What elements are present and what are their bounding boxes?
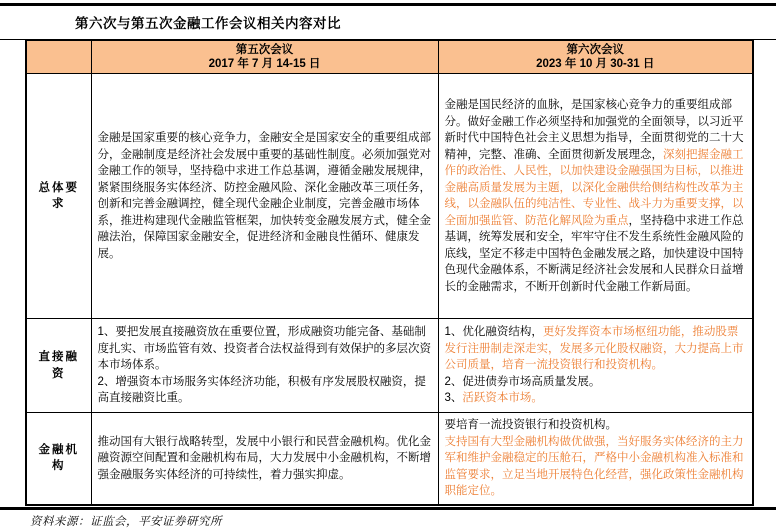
- header-sixth-title: 第六次会议: [566, 44, 624, 56]
- fifth-institutions-text: 推动国有大银行战略转型，发展中小银行和民营金融机构。优化金融资源空间配置和金融机构布局，大力发展中小金融机构，不断增强金融服务实体经济的可持续性，着力强实抑虚。: [97, 435, 431, 481]
- fifth-direct-item2: 2、增强资本市场服务实体经济功能，积极有序发展股权融资，提高直接融资比重。: [97, 375, 426, 405]
- cell-fifth-overall: [91, 74, 438, 319]
- fifth-overall-text: 金融是国家重要的核心竞争力，金融安全是国家安全的重要组成部分，金融制度是经济社会发展中重要的基础性制度。必须加强党对金融工作的领导，坚持稳中求进工作总基调，遵循金融发展规律，紧紧围绕服务实体经济、防控金融风险、深化金融改革三项任务，创新和完善金融调控，健全现代金融企业制度，完善金融市场体系，推进构建现代金融监管框架，加快转变金融发展方式，健全金融法治，保障国家金融安全，促进经济和金融良性循环、健康发展。: [97, 132, 431, 260]
- cell-sixth-direct-financing: [438, 319, 753, 413]
- sixth-direct-item1-highlight: 更好发挥资本市场枢纽功能，推动股票发行注册制走深走实，发展多元化股权融资，大力提高上市公司质量，培育一流投资银行和投资机构。: [444, 326, 744, 372]
- sixth-institutions-line1: 要培育一流投资银行和投资机构。: [444, 419, 617, 431]
- table-header-row: [26, 40, 753, 74]
- cell-fifth-institutions: [91, 413, 438, 505]
- header-sixth-date: 2023 年 10 月 30-31 日: [536, 58, 655, 70]
- header-sixth-meeting: [438, 40, 753, 74]
- sixth-direct-item3-highlight: 活跃资本市场。: [462, 392, 543, 405]
- table-row-overall-requirements: [26, 74, 753, 319]
- figure-title: 第六次与第五次金融工作会议相关内容对比: [75, 16, 341, 31]
- table-row-direct-financing: [26, 319, 753, 413]
- table-row-financial-institutions: [26, 413, 753, 505]
- sixth-overall-seg3: ，坚持稳中求进工作总基调，统筹发展和安全，牢牢守住不发生系统性金融风险的底线，坚定不移走中国特色金融发展之路，加快建设中国特色现代金融体系，不断满足经济社会发展和人民群众日益增长的金融需求，不断开创新时代金融工作新局面。: [444, 214, 744, 293]
- row-label-direct-financing: 直接融资: [26, 319, 91, 413]
- row-label-overall-requirements: 总体要求: [26, 74, 91, 319]
- cell-sixth-overall: [438, 74, 753, 319]
- sixth-overall-seg1: 金融是国民经济的血脉，是国家核心竞争力的重要组成部分。做好金融工作必须坚持和加强党的全面领导，以习近平新时代中国特色社会主义思想为指导，全面贯彻党的二十大精神，完整、准确、全面贯彻新发展理念，: [444, 99, 744, 161]
- figure-title-bar: [0, 3, 776, 40]
- sixth-direct-item1: [445, 324, 747, 374]
- row-label-financial-institutions: 金融机构: [26, 413, 91, 505]
- sixth-direct-item3-black: 3、: [444, 392, 463, 405]
- fifth-direct-item1: 1、要把发展直接融资放在重要位置，形成融资功能完备、基础制度扎实、市场监管有效、投资者合法权益得到有效保护的多层次资本市场体系。: [97, 326, 431, 372]
- source-bar: [0, 507, 776, 532]
- cell-fifth-direct-financing: [91, 319, 438, 413]
- cell-sixth-institutions: [438, 413, 753, 505]
- header-fifth-title: 第五次会议: [235, 44, 294, 56]
- sixth-direct-item3: [445, 390, 747, 407]
- sixth-overall-seg2-highlight: 深刻把握金融工作的政治性、人民性，以加快建设金融强国为目标，以推进金融高质量发展为主题，以深化金融供给侧结构性改革为主线，以金融队伍的纯洁性、专业性、战斗力为重要支撑，以全面加强监管、防范化解风险为重点: [444, 148, 744, 227]
- source-note: 资料来源：证监会，平安证券研究所: [30, 514, 222, 528]
- sixth-direct-item2: 2、促进债券市场高质量发展。: [444, 375, 601, 388]
- header-fifth-date: 2017 年 7 月 14-15 日: [208, 58, 321, 70]
- header-fifth-meeting: [91, 40, 438, 74]
- sixth-institutions-highlight: 支持国有大型金融机构做优做强，当好服务实体经济的主力军和维护金融稳定的压舱石，严格中小金融机构准入标准和监管要求，立足当地开展特色化经营，强化政策性金融机构职能定位。: [444, 435, 744, 497]
- sixth-direct-item1-black: 1、优化融资结构，: [444, 326, 543, 339]
- comparison-table: [25, 39, 754, 506]
- corner-cell: [26, 40, 91, 74]
